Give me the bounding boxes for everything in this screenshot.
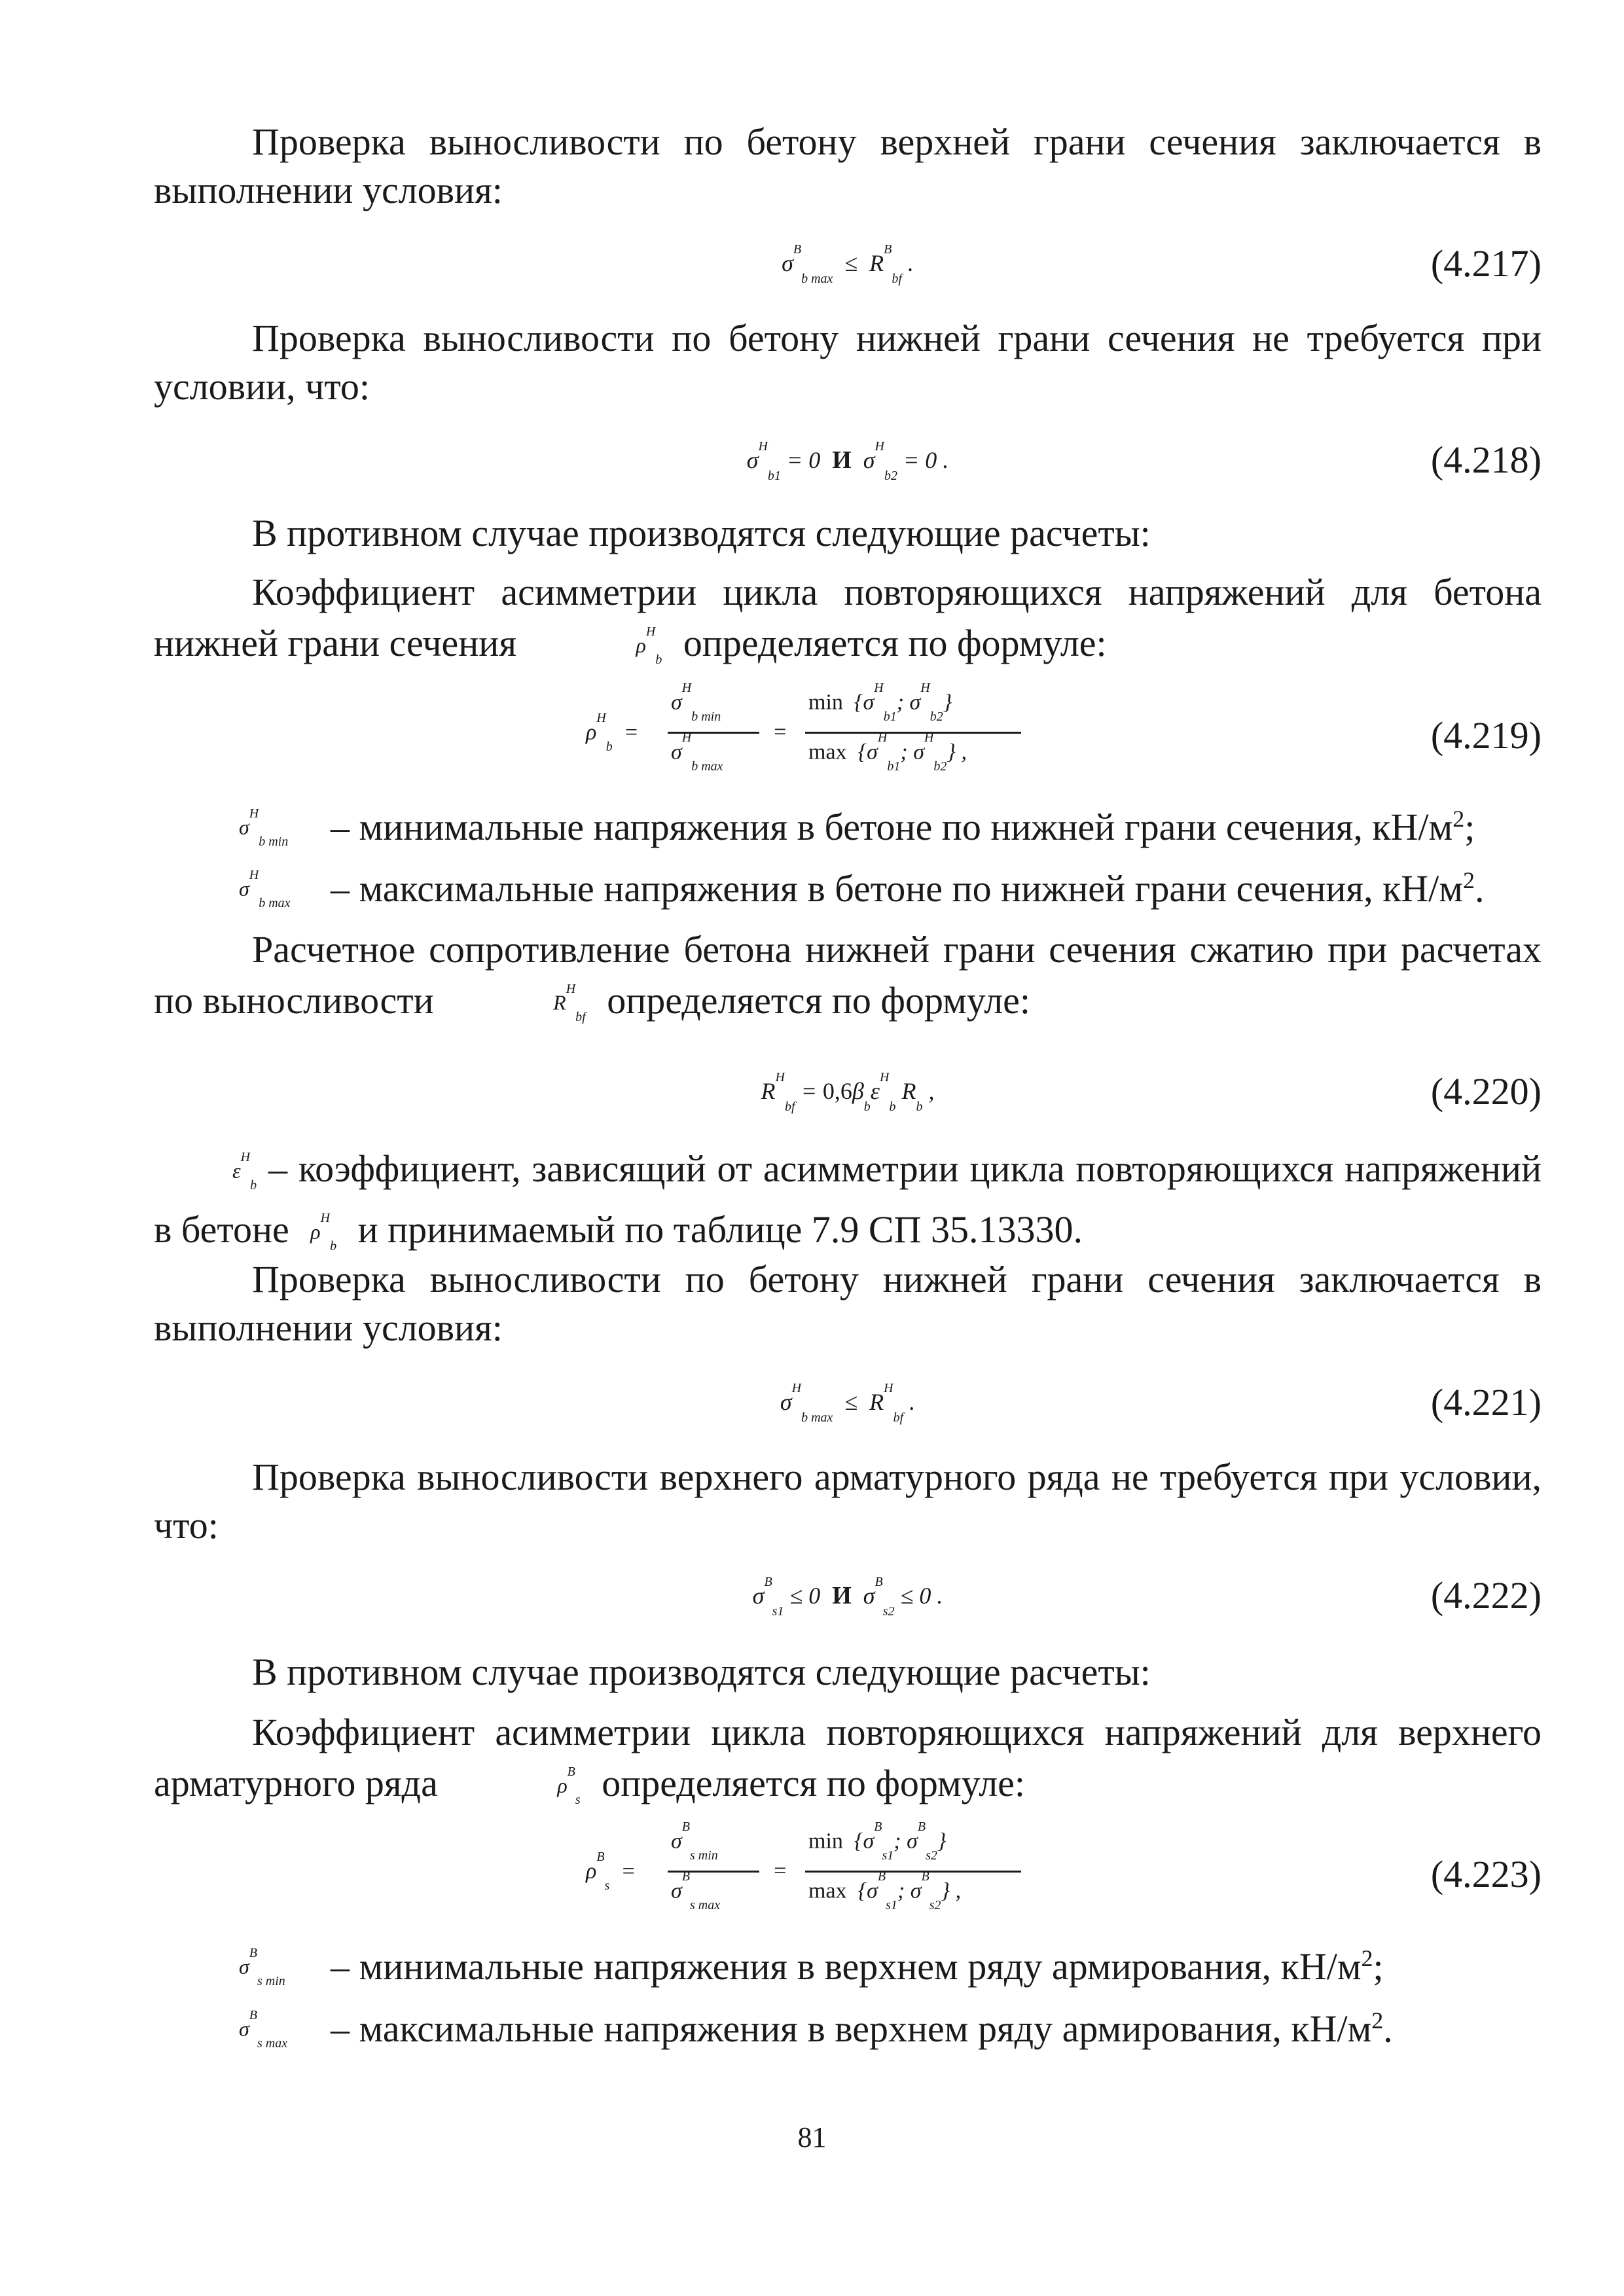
denominator: $\sigma^B_{s max}$ <box>671 1869 721 1913</box>
rho-b-h-symbol: $\rho^H_b$ <box>310 1211 337 1254</box>
definition <box>239 1996 1542 2053</box>
rho-symbol: $\rho^H_b$ = <box>586 711 639 755</box>
paragraph-text: определяется по формуле: <box>683 621 1107 664</box>
definition <box>239 1934 1542 1991</box>
r-bf-h-symbol: $R^H_{bf}$ <box>553 982 586 1025</box>
definition <box>239 795 1542 852</box>
paragraph-text: и принимаемый по таблице 7.9 СП 35.13330. <box>357 1208 1083 1251</box>
fraction-line <box>805 732 1021 734</box>
sigma-b-min-h-symbol: $\sigma^H_{b min}$ <box>239 806 289 850</box>
definition <box>239 856 1542 913</box>
paragraph: Проверка выносливости по бетону нижней грани сечения заключается в выполнении условия: <box>154 1258 1542 1349</box>
formula-expression: $\sigma^H_{b max} \le R^H_{bf}$ . <box>780 1381 916 1426</box>
rho-s-b-symbol: $\rho^B_s$ <box>557 1765 581 1808</box>
numerator: $\sigma^B_{s min}$ <box>671 1820 718 1863</box>
denominator-max: $\max \{\sigma^H_{b1}$; $\sigma^H_{b2}$} , <box>808 730 967 774</box>
fraction-line <box>805 1871 1021 1873</box>
formula-4-219 <box>154 681 1542 798</box>
sigma-s-min-b-symbol: $\sigma^B_{s min}$ <box>239 1946 285 1989</box>
paragraph: Проверка выносливости по бетону верхней грани сечения заключается в выполнении условия: <box>154 120 1542 211</box>
page-number: 81 <box>797 2121 827 2153</box>
definition-text: – минимальные напряжения в верхнем ряду армирования, кН/м <box>331 1945 1362 1988</box>
paragraph-text: определяется по формуле: <box>602 1761 1025 1804</box>
formula-expression: $\sigma^H_{b1} = 0$ И $\sigma^H_{b2} = 0$ . <box>746 439 949 484</box>
paragraph <box>154 568 1542 677</box>
paragraph-text: – коэффициент, зависящий от асимметрии цикла повторяющихся напряжений в бетоне <box>154 1147 1542 1251</box>
superscript: 2 <box>1453 806 1465 832</box>
paragraph <box>154 1708 1542 1818</box>
formula-expression: $\sigma^B_{b max} \le R^B_{bf}$ . <box>782 242 914 287</box>
numerator-min: $\min \{\sigma^H_{b1}$; $\sigma^H_{b2}$} <box>808 681 952 725</box>
paragraph <box>154 1142 1542 1264</box>
rho-symbol: $\rho^B_s$ = <box>586 1850 636 1893</box>
formula-expression: $\sigma^B_{s1} \le 0$ И $\sigma^B_{s2} \le 0$ . <box>752 1575 943 1619</box>
paragraph: В противном случае производятся следующие расчеты: <box>252 1651 1151 1693</box>
paragraph: Проверка выносливости верхнего арматурного ряда не требуется при условии, что: <box>154 1456 1542 1547</box>
equals: = <box>772 1859 787 1883</box>
sigma-b-max-h-symbol: $\sigma^H_{b max}$ <box>239 868 291 911</box>
equation-number: (4.223) <box>1430 1853 1542 1895</box>
definition-text: – минимальные напряжения в бетоне по нижней грани сечения, кН/м <box>331 806 1453 849</box>
numerator: $\sigma^H_{b min}$ <box>671 681 721 725</box>
denominator: $\sigma^H_{b max}$ <box>671 730 723 774</box>
equation-number: (4.219) <box>1430 714 1542 757</box>
rho-b-h-symbol: $\rho^H_b$ <box>636 624 662 668</box>
fraction-line <box>668 1871 759 1873</box>
equation-number: (4.220) <box>1430 1070 1542 1113</box>
punctuation: ; <box>1464 806 1475 849</box>
equation-number: (4.221) <box>1430 1381 1542 1424</box>
formula-expression: $R^H_{bf} = 0,6\beta_b\varepsilon^H_b$ $R_b$ , <box>761 1070 935 1115</box>
epsilon-b-h-symbol: $\varepsilon^H_b$ <box>232 1150 257 1193</box>
equals: = <box>772 720 787 744</box>
paragraph: Проверка выносливости по бетону нижней грани сечения не требуется при условии, что: <box>154 317 1542 408</box>
formula-4-217 <box>154 226 1542 304</box>
equation-number: (4.217) <box>1430 242 1542 285</box>
punctuation: . <box>1383 2007 1393 2051</box>
paragraph: В противном случае производятся следующие расчеты: <box>252 512 1151 554</box>
equation-number: (4.218) <box>1430 439 1542 481</box>
formula-4-218 <box>154 422 1542 501</box>
definition-text: – максимальные напряжения в верхнем ряду армирования, кН/м <box>331 2007 1372 2051</box>
formula-4-221 <box>154 1365 1542 1443</box>
punctuation: ; <box>1373 1945 1384 1988</box>
formula-4-220 <box>154 1054 1542 1132</box>
paragraph-text: определяется по формуле: <box>607 978 1031 1022</box>
fraction-line <box>668 732 759 734</box>
formula-4-223 <box>154 1820 1542 1937</box>
superscript: 2 <box>1462 867 1475 893</box>
paragraph-text: Расчетное сопротивление бетона нижней грани сечения сжатию при расчетах по выносливости <box>154 928 1542 1022</box>
punctuation: . <box>1474 867 1485 910</box>
paragraph-text: Коэффициент асимметрии цикла повторяющихся напряжений для верхнего арматурного ряда <box>154 1711 1542 1804</box>
paragraph-text: Коэффициент асимметрии цикла повторяющихся напряжений для бетона нижней грани сечения <box>154 571 1542 664</box>
superscript: 2 <box>1371 2007 1384 2034</box>
formula-4-222 <box>154 1558 1542 1636</box>
numerator-min: $\min \{\sigma^B_{s1}$; $\sigma^B_{s2}$} <box>808 1820 947 1863</box>
superscript: 2 <box>1361 1945 1373 1971</box>
sigma-s-max-b-symbol: $\sigma^B_{s max}$ <box>239 2008 288 2051</box>
definition-text: – максимальные напряжения в бетоне по нижней грани сечения, кН/м <box>331 867 1463 910</box>
paragraph <box>154 925 1542 1035</box>
denominator-max: $\max \{\sigma^B_{s1}$; $\sigma^B_{s2}$} , <box>808 1869 962 1913</box>
equation-number: (4.222) <box>1430 1574 1542 1617</box>
